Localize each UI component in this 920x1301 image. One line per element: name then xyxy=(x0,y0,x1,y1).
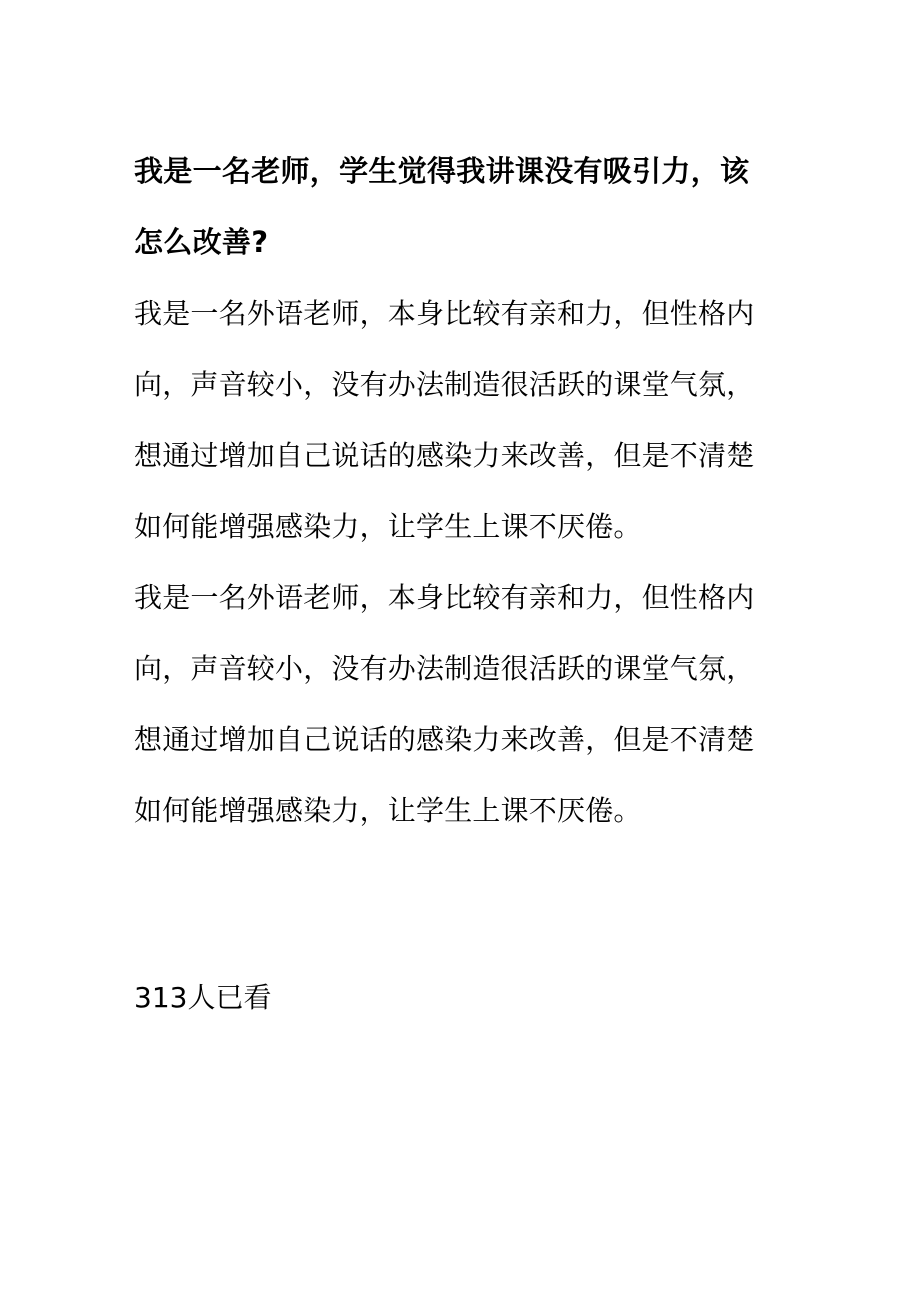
question-paragraph-2: 我是一名外语老师，本身比较有亲和力，但性格内向，声音较小，没有办法制造很活跃的课堂气氛，想通过增加自己说话的感染力来改善，但是不清楚如何能增强感染力，让学生上课不厌倦。 xyxy=(134,581,755,827)
view-count: 313人已看 xyxy=(134,981,272,1014)
document-page xyxy=(134,136,774,846)
question-title: 我是一名老师，学生觉得我讲课没有吸引力，该怎么改善? xyxy=(134,154,750,259)
question-paragraph-1: 我是一名外语老师，本身比较有亲和力，但性格内向，声音较小，没有办法制造很活跃的课堂气氛，想通过增加自己说话的感染力来改善，但是不清楚如何能增强感染力，让学生上课不厌倦。 xyxy=(134,297,755,543)
